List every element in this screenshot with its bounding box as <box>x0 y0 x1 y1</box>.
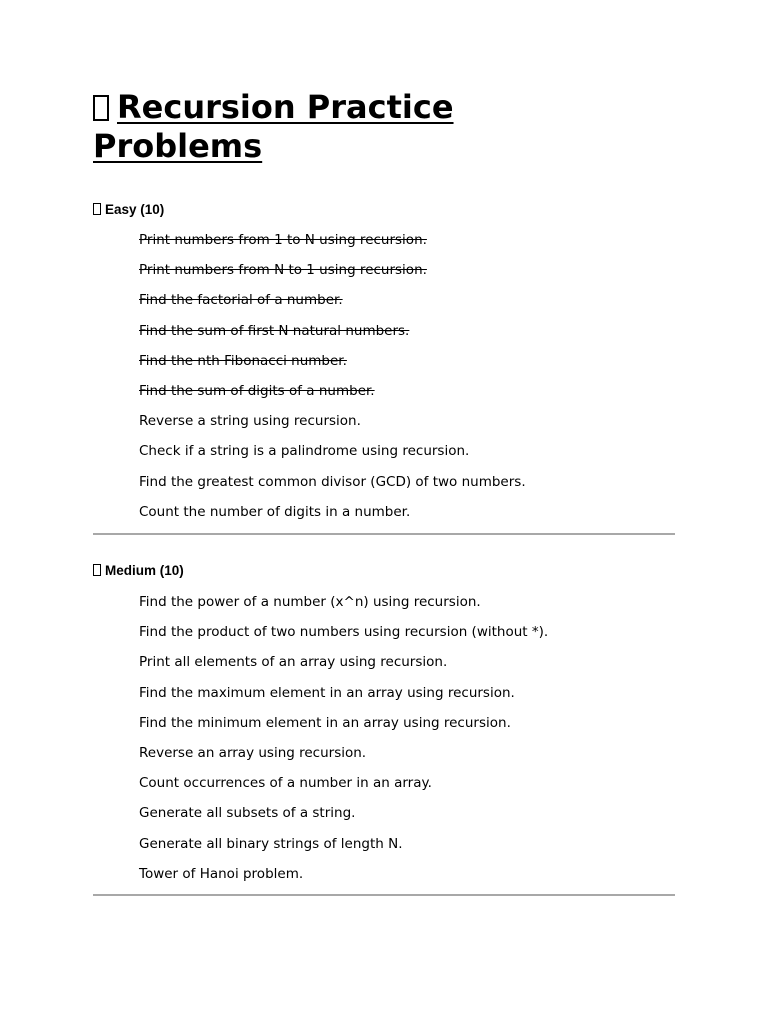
page-title <box>93 88 563 166</box>
section-heading-easy <box>93 201 164 219</box>
box-glyph-icon <box>93 564 101 576</box>
box-glyph-icon <box>93 203 101 215</box>
list-item-text: Count the number of digits in a number. <box>139 503 411 520</box>
list-item-text: Print numbers from N to 1 using recursion. <box>139 262 427 279</box>
list-item-text: Find the product of two numbers using recursion (without *). <box>139 624 549 641</box>
section-divider <box>93 533 675 535</box>
list-item-text: Find the nth Fibonacci number. <box>139 352 347 369</box>
section-divider <box>93 894 675 896</box>
list-item-text: Reverse an array using recursion. <box>139 744 367 761</box>
list-item-text: Generate all binary strings of length N. <box>139 835 403 852</box>
list-item-text: Generate all subsets of a string. <box>139 805 356 822</box>
list-item-text: Find the minimum element in an array using recursion. <box>139 714 511 731</box>
list-item-text: Find the greatest common divisor (GCD) of two numbers. <box>139 473 526 490</box>
section-heading-easy-text: Easy (10) <box>105 202 165 217</box>
list-item-text: Find the power of a number (x^n) using recursion. <box>139 594 481 610</box>
list-item-text: Count occurrences of a number in an array. <box>139 775 432 792</box>
list-item-text: Reverse a string using recursion. <box>139 413 361 430</box>
list-item-text: Find the factorial of a number. <box>139 292 343 309</box>
list-item-text: Print all elements of an array using recursion. <box>139 654 448 671</box>
list-item-text: Find the maximum element in an array using recursion. <box>139 684 515 701</box>
list-item-text: Print numbers from 1 to N using recursion. <box>139 232 427 248</box>
list-item-text: Find the sum of digits of a number. <box>139 382 375 399</box>
list-item-text: Find the sum of first N natural numbers. <box>139 322 410 339</box>
list-item-text: Check if a string is a palindrome using recursion. <box>139 443 470 460</box>
page-title-text: Recursion Practice Problems <box>93 88 454 165</box>
list-item-text: Tower of Hanoi problem. <box>139 865 304 882</box>
section-heading-medium-text: Medium (10) <box>105 563 184 578</box>
section-heading-medium <box>93 562 184 580</box>
box-glyph-icon <box>93 95 109 121</box>
